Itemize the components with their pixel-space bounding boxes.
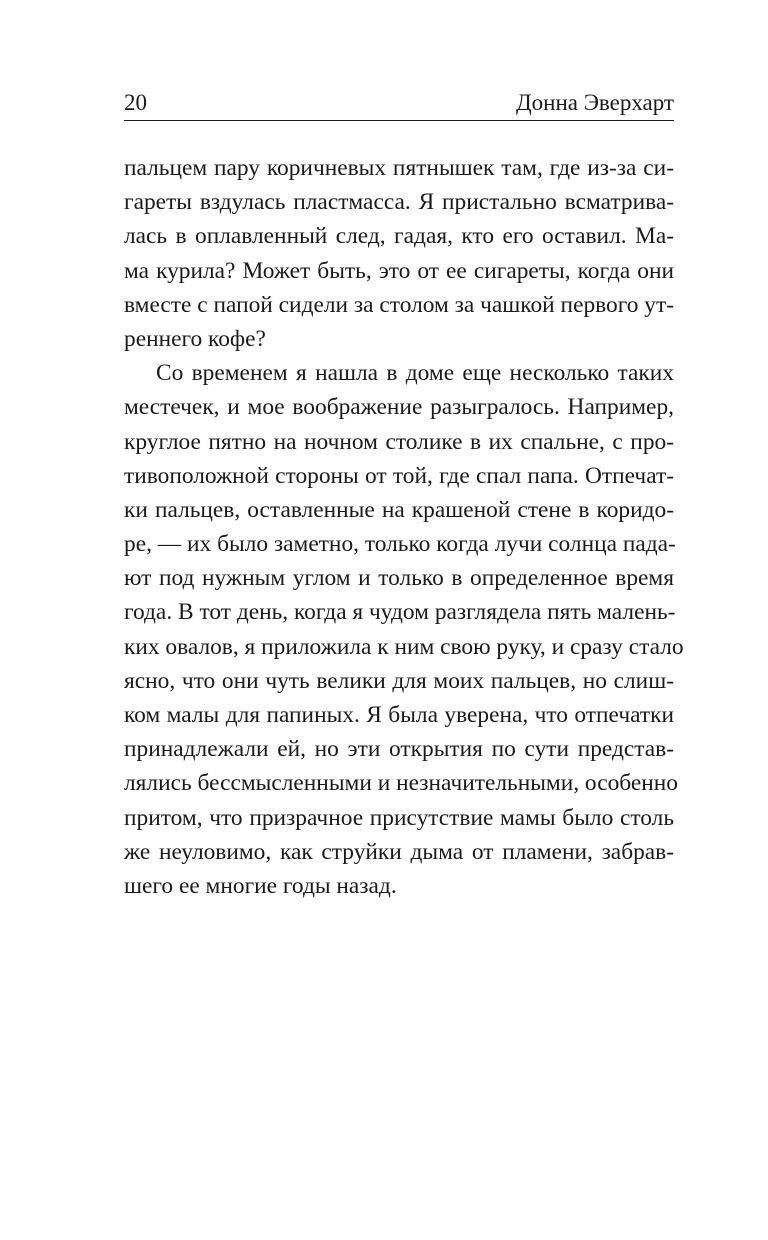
text-line: шего ее многие годы назад. [124, 872, 397, 899]
text-line: ком малы для папиных. Я была уверена, что отпечатки [124, 702, 674, 728]
text-line: местечек, и мое воображение разыгралось. Например, [124, 394, 674, 421]
text-line: круглое пятно на ночном столике в их спальне, с про- [124, 428, 674, 455]
text-line: лась в оплавленный след, гадая, кто его оставил. Ма- [124, 223, 674, 250]
paragraph [124, 356, 684, 903]
text-line: принадлежали ей, но эти открытия по сути представ- [124, 736, 674, 763]
text-line: реннего кофе? [124, 325, 266, 352]
text-line: ма курила? Может быть, это от ее сигареты, когда они [124, 257, 674, 284]
text-line: лялись бессмысленными и незначительными, особенно [124, 770, 678, 797]
body-text [124, 151, 684, 903]
text-line: года. В тот день, когда я чудом разглядела пять малень- [124, 599, 676, 626]
paragraph [124, 151, 674, 356]
page-number: 20 [124, 90, 147, 115]
page-header [124, 88, 674, 121]
text-line: ют под нужным углом и только в определенное время [124, 565, 674, 592]
text-line: пальцем пару коричневых пятнышек там, где из-за си- [124, 155, 674, 181]
text-line: ких овалов, я приложила к ним свою руку, и сразу стало [124, 633, 684, 660]
text-line: ки пальцев, оставленные на крашеной стене в коридо- [124, 496, 674, 523]
text-line: ре, — их было заметно, только когда лучи солнца пада- [124, 531, 676, 558]
text-line: гареты вздулась пластмасса. Я пристально всматрива- [124, 189, 674, 216]
text-line: же неуловимо, как струйки дыма от пламени, забрав- [124, 838, 674, 865]
text-line: тивоположной стороны от той, где спал папа. Отпечат- [124, 462, 674, 489]
text-line: ясно, что они чуть велики для моих пальцев, но слиш- [124, 667, 674, 694]
text-line: притом, что призрачное присутствие мамы было столь [124, 804, 674, 831]
text-line: вместе с папой сидели за столом за чашкой первого ут- [124, 291, 674, 318]
text-line: Со временем я нашла в доме еще несколько таких [156, 360, 674, 387]
running-head-author: Донна Эверхарт [515, 90, 674, 115]
